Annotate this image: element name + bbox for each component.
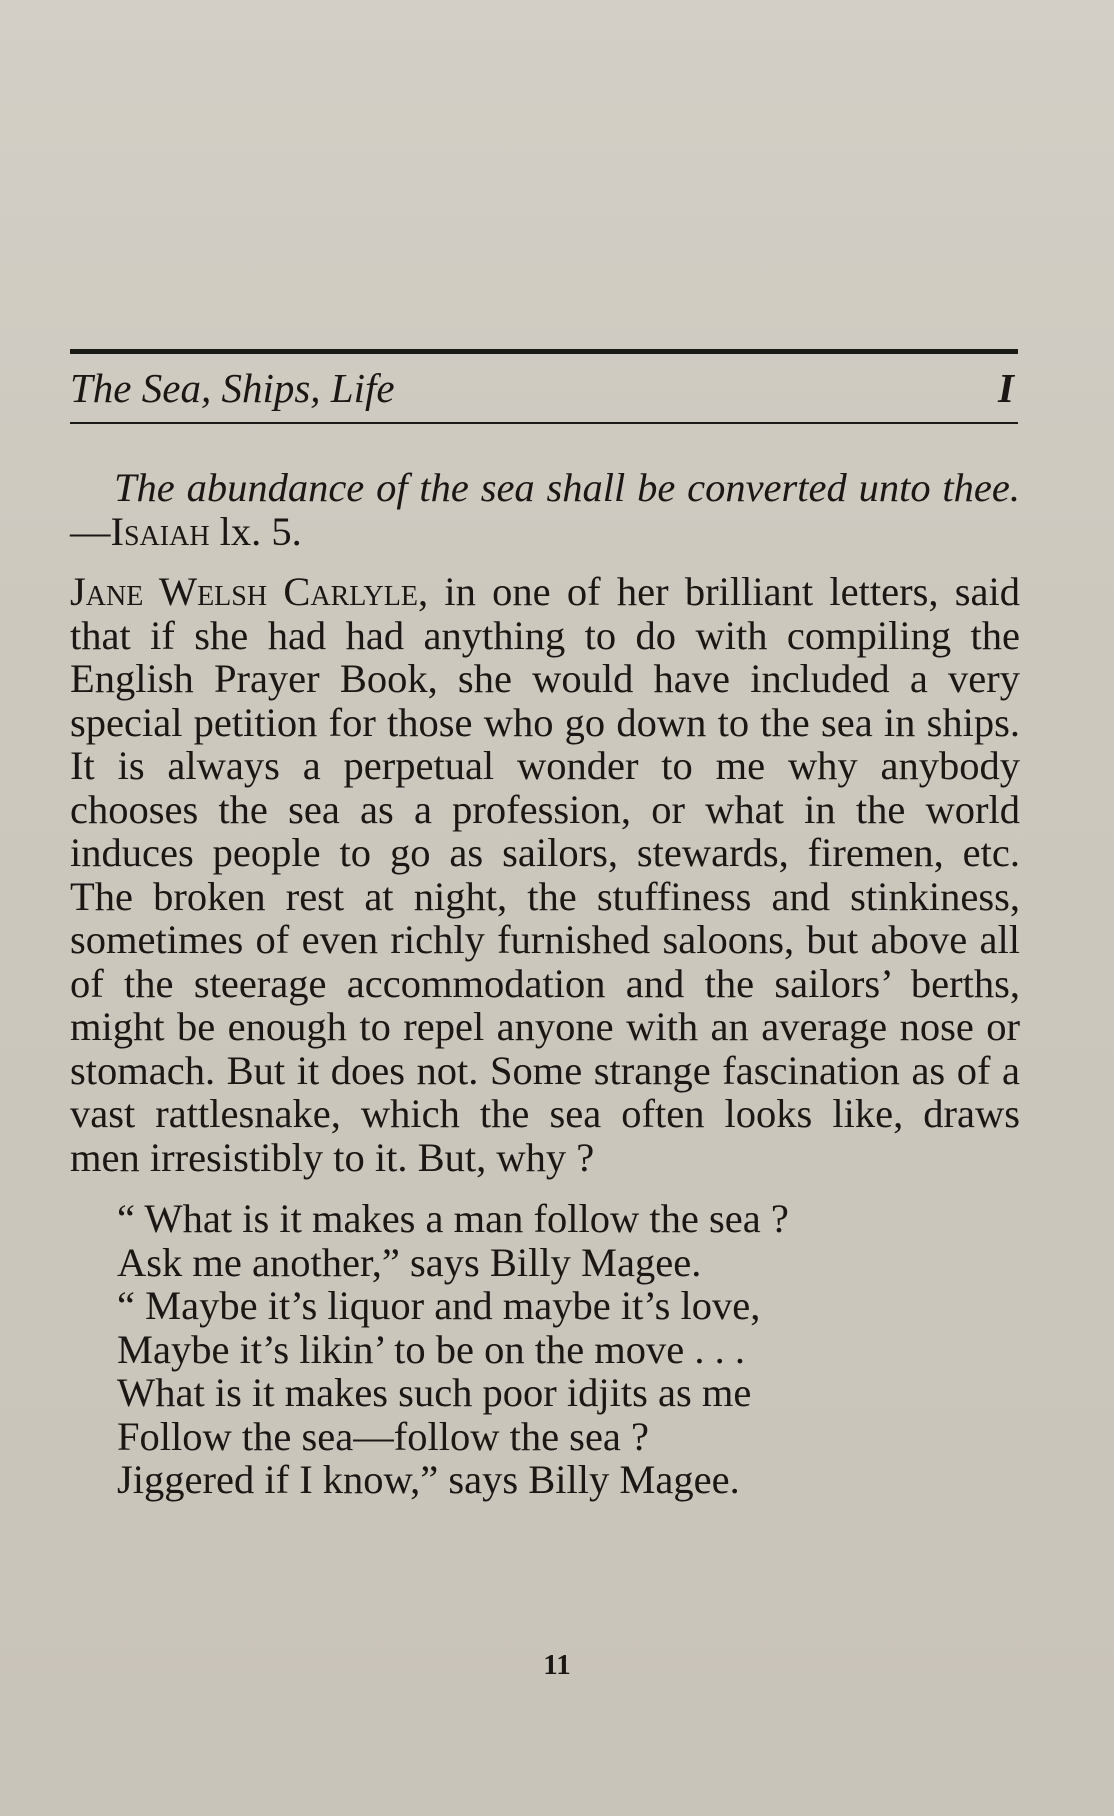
body-text bbox=[70, 466, 1020, 1502]
running-head bbox=[70, 360, 1018, 416]
page-number: 11 bbox=[543, 1649, 571, 1681]
chapter-number: I bbox=[998, 365, 1014, 411]
verse-line: Follow the sea—follow the sea ? bbox=[117, 1413, 649, 1459]
epigraph-source-ref: lx. 5. bbox=[209, 508, 302, 554]
paragraph-lead: Jane Welsh Carlyle bbox=[70, 569, 418, 614]
epigraph bbox=[70, 466, 1020, 553]
epigraph-source-name: Isaiah bbox=[110, 508, 210, 554]
verse-line: Jiggered if I know,” says Billy Magee. bbox=[117, 1457, 740, 1502]
verse-line: Ask me another,” says Billy Magee. bbox=[117, 1239, 702, 1285]
header-rule-top bbox=[70, 349, 1018, 354]
epigraph-dash: — bbox=[70, 508, 111, 554]
running-title: The Sea, Ships, Life bbox=[70, 365, 395, 411]
verse-line: Maybe it’s likin’ to be on the move . . . bbox=[117, 1326, 746, 1372]
verse-block bbox=[117, 1197, 1020, 1502]
paragraph-text: , in one of her brilliant letters, said that if she had had anything to do with compiling the English Prayer Book, she would have included a very special petition for those who go down to the sea in ships. It is always a perpetual wonder to me why anybody chooses the sea as a profession, or what in the world induces people to go as sailors, stewards, firemen, etc. The broken rest at night, the stuffiness and stinkiness, sometimes of even richly furnished saloons, but above all of the steerage accommodation and the sailors’ berths, might be enough to repel anyone with an average nose or stomach. But it does not. Some strange fascination as of a vast rattlesnake, which the sea often looks like, draws men irresistibly to it. But, why ? bbox=[70, 569, 1020, 1180]
verse-line: “ Maybe it’s liquor and maybe it’s love, bbox=[117, 1283, 761, 1328]
header-rule-bottom bbox=[70, 422, 1018, 424]
verse-line: What is it makes such poor idjits as me bbox=[117, 1370, 752, 1415]
body-paragraph bbox=[70, 570, 1020, 1179]
epigraph-quote: The abundance of the sea shall be converted unto thee. bbox=[114, 465, 1020, 510]
verse-line: “ What is it makes a man follow the sea ? bbox=[117, 1196, 789, 1241]
